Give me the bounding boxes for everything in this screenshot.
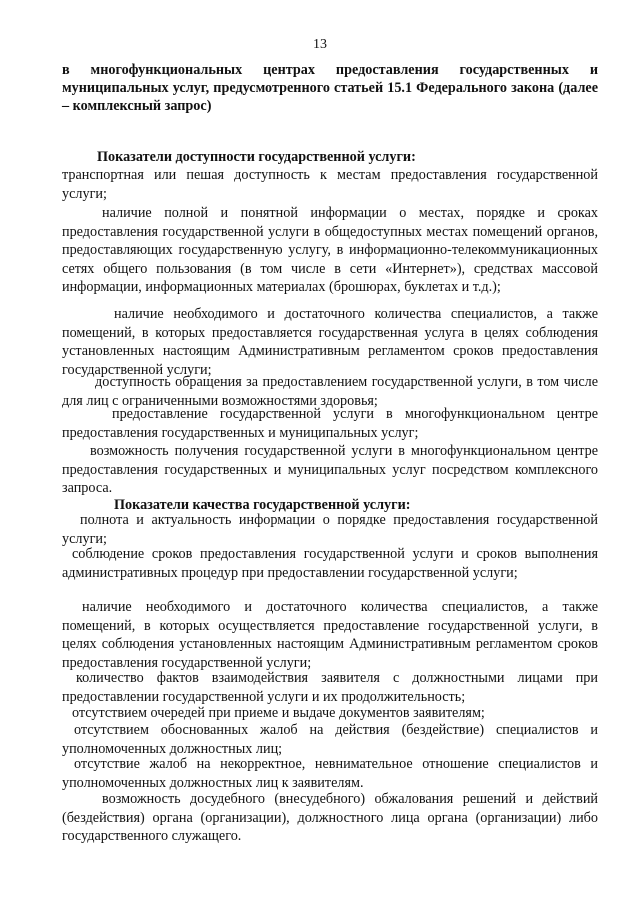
availability-heading: Показатели доступности государственной услуги: [97,149,416,165]
page-number: 13 [313,37,327,52]
quality-item: соблюдение сроков предоставления государственной услуги и сроков выполнения административных процедур при предоставлении государственной услуги; [62,546,598,581]
availability-item: возможность получения государственной услуги в многофункциональном центре предоставления государственных и муниципальных услуг посредством комплексного запроса. [62,443,598,497]
quality-item: количество фактов взаимодействия заявителя с должностными лицами при предоставлении государственной услуги и их продолжительность; [62,670,598,705]
intro-paragraph: в многофункциональных центрах предоставления государственных и муниципальных услуг, предусмотренного статьей 15.1 Федерального закона (далее – комплексный запрос) [62,62,598,114]
quality-heading: Показатели качества государственной услуги: [114,497,411,513]
availability-item: доступность обращения за предоставлением государственной услуги, в том числе для лиц с ограниченными возможностями здоровья; [62,374,598,409]
quality-item: возможность досудебного (внесудебного) обжалования решений и действий (бездействия) органа (организации), должностного лица органа (организации) либо государственного служащего. [62,791,598,845]
quality-item: наличие необходимого и достаточного количества специалистов, а также помещений, в которых осуществляется предоставление государственной услуги, в целях соблюдения установленных настоящим Административным регламентом сроков предоставления государственной услуги; [62,599,598,671]
quality-item: отсутствием обоснованных жалоб на действия (бездействие) специалистов и уполномоченных должностных лиц; [62,722,598,757]
quality-item: отсутствие жалоб на некорректное, невнимательное отношение специалистов и уполномоченных должностных лиц к заявителям. [62,756,598,791]
availability-item: наличие необходимого и достаточного количества специалистов, а также помещений, в которых предоставляется государственная услуга в целях соблюдения установленных настоящим Административным регламентом сроков предоставления государственной услуги; [62,306,598,378]
availability-item: наличие полной и понятной информации о местах, порядке и сроках предоставления государственной услуги в общедоступных местах помещений органов, предоставляющих государственную услугу, в информационно-телекоммуникационных сетях общего пользования (в том числе в сети «Интернет»), средствах массовой информации, информационных материалах (брошюрах, буклетах и т.д.); [62,205,598,296]
quality-item: полнота и актуальность информации о порядке предоставления государственной услуги; [62,512,598,547]
quality-item: отсутствием очередей при приеме и выдаче документов заявителям; [72,705,485,721]
availability-item: транспортная или пешая доступность к местам предоставления государственной услуги; [62,167,598,202]
availability-item: предоставление государственной услуги в многофункциональном центре предоставления государственных и муниципальных услуг; [62,406,598,441]
